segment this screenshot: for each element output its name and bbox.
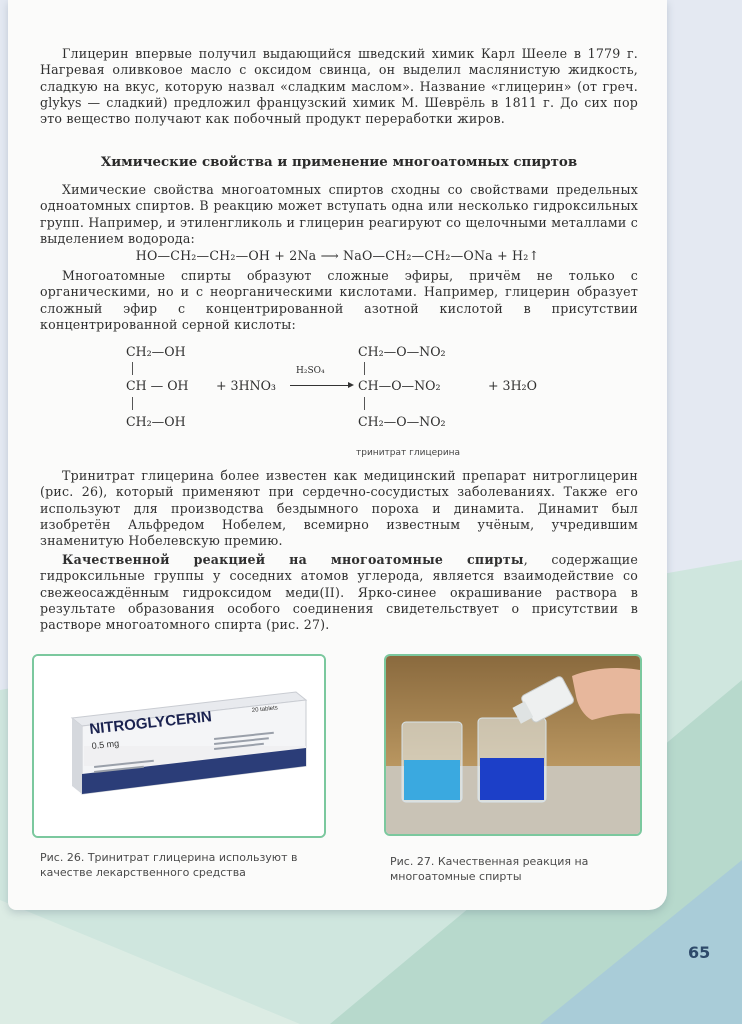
qualitative-reaction-term: Качественной реакцией на многоатомные спирты [62, 552, 524, 567]
qualitative-reaction-text: , содержащие гидроксильные группы у соседних атомов углерода, является взаимодействие со свежеосаждённым гидроксидом меди(II). Ярко-синее окрашивание раствора в результате образования особого соединения свидетельствует о присутствии в растворе многоатомного спирта (рис. 27). [40, 552, 638, 633]
right-row-3: CH₂—O—NO₂ [358, 414, 446, 429]
left-row-1: CH₂—OH [126, 344, 186, 359]
figure-27-beakers-photo [384, 654, 642, 836]
figure-26-nitroglycerin-box [32, 654, 326, 838]
reaction-arrow [290, 385, 352, 386]
page-number: 65 [688, 943, 711, 962]
box-count: 20 tablets [251, 705, 279, 714]
right-bond-1 [364, 362, 365, 375]
paragraph-chemical-properties: Химические свойства многоатомных спиртов сходны со свойствами предельных одноатомных спиртов. В реакцию может вступать одна или несколько гидроксильных групп. Например, и этиленгликоль и глицерин реагируют со щелочными металлами с выделением водорода: [40, 182, 638, 246]
paragraph-nitroglycerin [40, 468, 638, 549]
reagent-nitric-acid: + 3HNO₃ [216, 378, 276, 393]
ethylene-glycol-equation: HO—CH₂—CH₂—OH + 2Na ⟶ NaO—CH₂—CH₂—ONa + H₂↑ [135, 248, 540, 263]
equation-caption: тринитрат глицерина [356, 448, 461, 458]
box-dose: 0.5 mg [91, 738, 120, 751]
box-title: NITROGLYCERIN [88, 708, 213, 738]
medicine-box-illustration [34, 656, 324, 836]
right-bond-2 [364, 397, 365, 410]
left-row-3: CH₂—OH [126, 414, 186, 429]
right-row-2: CH—O—NO₂ [358, 378, 441, 393]
dark-blue-solution [480, 758, 544, 800]
light-blue-solution [404, 760, 460, 800]
left-bond-2 [132, 397, 133, 410]
paragraph-qualitative-reaction [40, 552, 638, 633]
catalyst-sulfuric-acid: H₂SO₄ [296, 366, 325, 376]
paragraph-scheele: Глицерин впервые получил выдающийся шведский химик Карл Шееле в 1779 г. Нагревая оливковое масло с оксидом свинца, он выделил маслянистую жидкость, сладкую на вкус, которую назвал «сладким маслом». Название «глицерин» (от греч. glykys — сладкий) предложил французский химик М. Шеврёль в 1811 г. До сих пор это вещество получают как побочный продукт переработки жиров. [40, 46, 638, 127]
paragraph-esters: Многоатомные спирты образуют сложные эфиры, причём не только с органическими, но и с неорганическими кислотами. Например, глицерин образует сложный эфир с концентрированной азотной кислотой в присутствии концентрированной серной кислоты: [40, 268, 638, 332]
left-bond-1 [132, 362, 133, 375]
paragraph-nitroglycerin-text: Тринитрат глицерина более известен как медицинский препарат нитроглицерин (рис. 26), который применяют при сердечно-сосудистых заболеваниях. Также его используют для производства бездымного пороха и динамита. Динамит был изобретён Альфредом Нобелем, всемирно известным учёным, учредившим знаменитую Нобелевскую премию. [40, 468, 638, 549]
figure-27-caption: Рис. 27. Качественная реакция на многоатомные спирты [390, 855, 589, 883]
product-water: + 3H₂O [488, 378, 537, 393]
section-heading: Химические свойства и применение многоатомных спиртов [100, 154, 578, 170]
figure-26-caption: Рис. 26. Тринитрат глицерина используют в качестве лекарственного средства [40, 851, 298, 879]
reaction-arrowhead-icon [348, 382, 354, 388]
textbook-page [8, 0, 667, 910]
left-row-2: CH — OH [126, 378, 189, 393]
beakers-photo-illustration [386, 656, 640, 834]
right-row-1: CH₂—O—NO₂ [358, 344, 446, 359]
